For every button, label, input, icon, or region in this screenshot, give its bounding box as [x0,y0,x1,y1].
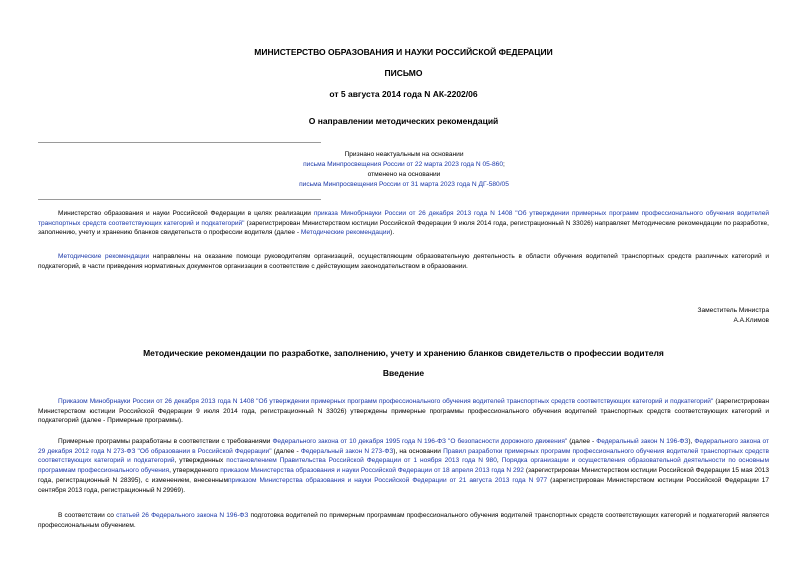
status-link-2[interactable]: письма Минпросвещения России от 31 марта 2023 года N ДГ-580/05 [299,181,509,188]
document-date-number: от 5 августа 2014 года N АК-2202/06 [329,89,478,99]
letter-paragraph-2 [38,252,769,271]
status-sep: ; [503,161,505,168]
intro-p2-text-i: (зарегистрирован Министерством юстиции Российской Федерации 15 мая 2013 года, регистрационный N 28395), с изменением, внесенным [38,467,770,484]
letter-p1-text-c: ). [390,229,395,237]
order-292-link[interactable]: приказом Министерства образования и науки Российской Федерации от 18 апреля 2013 года N 292 [220,467,524,475]
status-note-line4 [200,180,608,190]
signature-block [697,306,769,326]
procedure-link[interactable]: Порядка организации и осуществления образовательной деятельности по основным программам профессионального обучения [38,457,770,475]
intro-paragraph-1 [38,397,769,426]
intro-p2-text-e: ), на основании [393,447,444,455]
law-273-link[interactable]: Федерального закона от 29 декабря 2012 года N 273-ФЗ "Об образовании в Российской Федерации" [38,438,769,455]
ministry-heading: МИНИСТЕРСТВО ОБРАЗОВАНИЯ И НАУКИ РОССИЙСКОЙ ФЕДЕРАЦИИ [254,47,553,57]
status-note-line1: Признано неактуальным на основании [344,151,464,158]
intro-p2-text-h: , утвержденного [169,467,221,475]
document-subject: О направлении методических рекомендаций [308,116,499,126]
section-introduction: Введение [382,368,425,378]
status-note [200,150,608,190]
signer-position: Заместитель Министра [697,307,769,314]
top-divider [38,142,321,143]
law-196-short-link[interactable]: Федеральный закон N 196-ФЗ [596,438,689,445]
status-note-line2 [200,160,608,170]
intro-p2-text-g: , [496,457,502,465]
recommendations-link[interactable]: Методические рекомендации [300,229,391,237]
intro-p2-text-j: (зарегистрирован Министерством юстиции Российской Федерации 17 сентября 2013 года, регистрационный N 29969). [38,476,769,494]
law-273-short-link[interactable]: Федеральный закон N 273-ФЗ [300,447,394,455]
intro-p2-text-a: Примерные программы разработаны в соответствии с требованиями [58,438,273,445]
document-type: ПИСЬМО [384,68,423,78]
intro-paragraph-3 [38,511,769,530]
status-link-1[interactable]: письма Минпросвещения России от 22 марта 2023 года N 05-860 [303,161,504,168]
resolution-980-link[interactable]: постановлением Правительства Российской Федерации от 1 ноября 2013 года N 980 [226,457,497,465]
order-1408-link-2[interactable]: Приказом Минобрнауки России от 26 декабря 2013 года N 1408 "Об утверждении примерных программ профессионального обучения водителей транспортных средств соответствующих категорий и подкатегорий" [58,398,714,405]
letter-p2-text: направлены на оказание помощи руководителям организаций, осуществляющим образовательную деятельность в области обучения водителей транспортных средств различных категорий и подкатегорий, в части приведения нормативных документов организации в соответствие с действующим законодательством в образовании. [38,253,769,270]
article-26-link[interactable]: статьей 26 Федерального закона N 196-ФЗ [116,512,249,519]
rules-link[interactable]: Правил разработки примерных программ профессионального обучения водителей транспортных средств соответствующих категорий и подкатегорий [38,447,770,465]
intro-p3-text-a: В соответствии со [58,512,117,519]
intro-p3-text-b: подготовка водителей по примерным программам профессионального обучения водителей транспортных средств соответствующих категорий и подкатегорий является профессиональным обучением. [38,512,769,529]
signer-name: А.А.Климов [733,317,769,324]
letter-paragraph-1 [38,209,769,238]
recommendations-link-2[interactable]: Методические рекомендации [58,253,150,260]
law-196-link[interactable]: Федерального закона от 10 декабря 1995 года N 196-ФЗ "О безопасности дорожного движения" [272,438,568,445]
order-1408-link[interactable]: приказа Минобрнауки России от 26 декабря 2013 года N 1408 "Об утверждении примерных программ профессионального обучения водителей транспортных средств соответствующих категорий и подкатегорий" [38,210,769,227]
intro-p1-text: (зарегистрирован Министерством юстиции Российской Федерации 9 июля 2014 года, регистрационный N 33026) утверждены примерные программы профессионального обучения водителей транспортных средств соответствующих категорий и подкатегорий (далее - Примерные программы). [38,398,770,425]
bottom-divider [38,199,321,200]
letter-p1-text-b: (зарегистрирован Министерством юстиции Российской Федерации 9 июля 2014 года, регистрационный N 33026) направляет Методические рекомендации по разработке, заполнению, учету и хранению бланков свидетельств о профессии водителя (далее - [38,219,769,237]
intro-p2-text-f: , утвержденных [174,457,227,465]
intro-paragraph-2 [38,437,769,495]
order-977-link[interactable]: приказом Министерства образования и науки Российской Федерации от 21 августа 2013 года N 977 [228,476,548,484]
recommendations-title: Методические рекомендации по разработке, заполнению, учету и хранению бланков свидетельств о профессии водителя [143,348,664,358]
letter-p1-text-a: Министерство образования и науки Российской Федерации в целях реализации [58,210,314,217]
intro-p2-text-c: ), [688,438,695,445]
intro-p2-text-d: (далее - [271,447,301,455]
intro-p2-text-b: (далее - [567,438,597,445]
status-note-line3: отменено на основании [367,171,441,178]
